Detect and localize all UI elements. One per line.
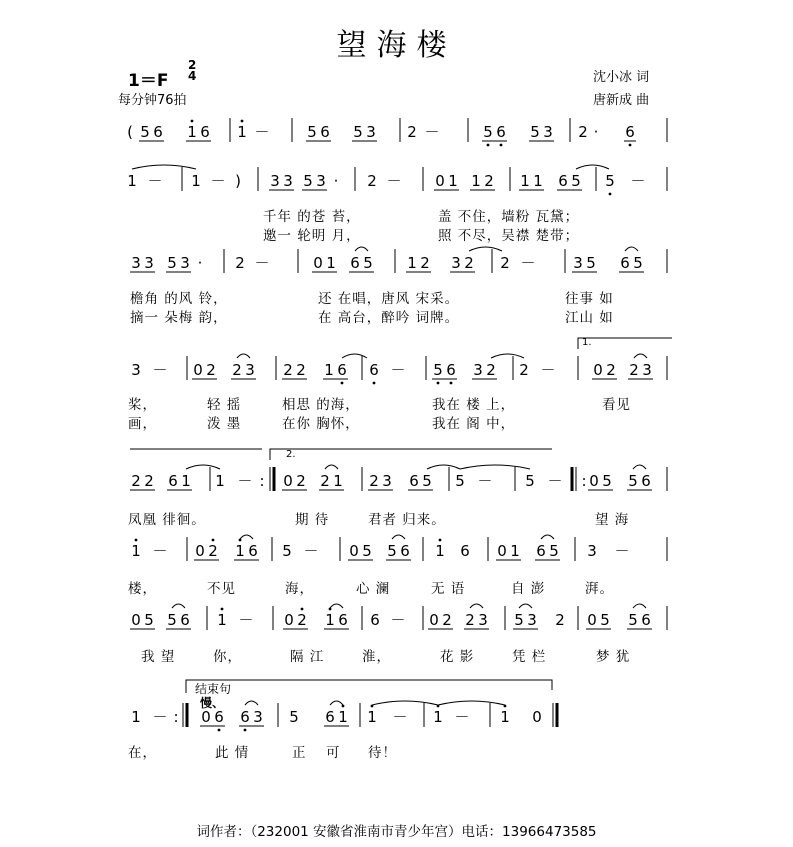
note-155: 0 bbox=[201, 708, 211, 726]
note-30: 2 bbox=[367, 172, 377, 190]
slur bbox=[186, 465, 220, 469]
note-157: 6 bbox=[240, 708, 250, 726]
octave-dot-below bbox=[487, 144, 490, 147]
note-135: 0 bbox=[284, 611, 294, 629]
note-166: 1 bbox=[500, 708, 510, 726]
slur bbox=[469, 247, 502, 251]
note-156: 6 bbox=[214, 708, 224, 726]
note-125: 6 bbox=[536, 542, 546, 560]
note-163: － bbox=[392, 708, 408, 726]
note-51: 6 bbox=[350, 254, 360, 272]
note-90: － bbox=[237, 472, 253, 490]
octave-dot bbox=[342, 705, 345, 708]
note-44: 5 bbox=[167, 254, 177, 272]
note-161: 1 bbox=[338, 708, 348, 726]
lyric-line-6d: 淮， bbox=[362, 649, 391, 665]
note-128: － bbox=[614, 542, 630, 560]
lyric-line-2d: 摘一 朵梅 韵， bbox=[130, 310, 228, 326]
lyricist-credit: 沈小冰 词 bbox=[593, 70, 650, 85]
note-66: 2 bbox=[206, 361, 216, 379]
note-120: 6 bbox=[400, 542, 410, 560]
note-122: 6 bbox=[460, 542, 470, 560]
note-49: 0 bbox=[313, 254, 323, 272]
note-17: 2 bbox=[578, 123, 588, 141]
note-89: 1 bbox=[215, 472, 225, 490]
note-152: 1 bbox=[131, 708, 141, 726]
time-signature-denominator: 4 bbox=[188, 69, 197, 83]
note-47: 2 bbox=[235, 254, 245, 272]
note-132: 6 bbox=[180, 611, 190, 629]
lyric-line-7a: 在， bbox=[128, 745, 157, 761]
note-65: 0 bbox=[193, 361, 203, 379]
note-78: 2 bbox=[486, 361, 496, 379]
ending-label: 结束句 bbox=[195, 682, 232, 696]
note-81: 0 bbox=[593, 361, 603, 379]
note-76: 6 bbox=[446, 361, 456, 379]
note-36: 1 bbox=[520, 172, 530, 190]
note-80: － bbox=[540, 361, 556, 379]
slur bbox=[132, 165, 196, 169]
note-92: 0 bbox=[283, 472, 293, 490]
note-162: 1 bbox=[367, 708, 377, 726]
note-61: 6 bbox=[620, 254, 630, 272]
octave-dot-below bbox=[244, 729, 247, 732]
lyric-line-4c: 君者 归来。 bbox=[368, 512, 446, 528]
note-54: 2 bbox=[420, 254, 430, 272]
note-112: 2 bbox=[208, 542, 218, 560]
slur bbox=[240, 535, 253, 539]
note-23: － bbox=[210, 172, 226, 190]
note-118: 5 bbox=[362, 542, 372, 560]
lyric-line-3a: 桨， bbox=[128, 397, 157, 413]
ending-bracket bbox=[186, 680, 552, 693]
note-29: · bbox=[333, 172, 339, 190]
note-41: － bbox=[630, 172, 646, 190]
lyric-line-3g: 泼 墨 bbox=[207, 416, 242, 432]
slur bbox=[519, 604, 532, 608]
note-85: 2 bbox=[131, 472, 141, 490]
note-4: 6 bbox=[200, 123, 210, 141]
note-141: 0 bbox=[429, 611, 439, 629]
note-106: 5 bbox=[602, 472, 612, 490]
note-5: 1 bbox=[237, 123, 247, 141]
note-133: 1 bbox=[217, 611, 227, 629]
note-87: 6 bbox=[168, 472, 178, 490]
note-11: 2 bbox=[407, 123, 417, 141]
note-130: 5 bbox=[144, 611, 154, 629]
note-101: － bbox=[477, 472, 493, 490]
lyric-line-3f: 画， bbox=[128, 416, 157, 432]
octave-dot-below bbox=[629, 144, 632, 147]
note-160: 6 bbox=[325, 708, 335, 726]
lyric-line-3c: 相思 的海， bbox=[282, 397, 360, 413]
note-60: 5 bbox=[586, 254, 596, 272]
lyric-line-5b: 不见 bbox=[207, 581, 236, 597]
note-24: ) bbox=[235, 172, 241, 190]
note-59: 3 bbox=[573, 254, 583, 272]
volta-2-bracket bbox=[270, 449, 552, 460]
note-2: 6 bbox=[153, 123, 163, 141]
octave-dot-below bbox=[500, 144, 503, 147]
octave-dot-below bbox=[450, 382, 453, 385]
lyric-line-4b: 期 待 bbox=[295, 512, 330, 528]
note-144: 3 bbox=[478, 611, 488, 629]
note-151: 6 bbox=[641, 611, 651, 629]
note-143: 2 bbox=[465, 611, 475, 629]
lyric-line-3b: 轻 摇 bbox=[207, 397, 242, 413]
note-75: 5 bbox=[433, 361, 443, 379]
note-28: 3 bbox=[316, 172, 326, 190]
note-88: 1 bbox=[181, 472, 191, 490]
note-77: 3 bbox=[473, 361, 483, 379]
lyric-line-1a: 千年 的苍 苔， bbox=[263, 209, 361, 225]
lyric-line-6b: 你， bbox=[213, 649, 242, 665]
octave-dot-below bbox=[341, 382, 344, 385]
lyric-line-7c: 正 bbox=[292, 745, 307, 761]
slur bbox=[427, 465, 460, 469]
note-18: · bbox=[593, 123, 599, 141]
lyric-line-5d: 心 澜 bbox=[356, 581, 391, 597]
lyric-line-5g: 湃。 bbox=[585, 581, 614, 597]
lyric-line-3i: 我在 阁 中， bbox=[432, 416, 516, 432]
note-37: 1 bbox=[533, 172, 543, 190]
note-25: 3 bbox=[270, 172, 280, 190]
slur bbox=[541, 535, 554, 539]
lyric-line-2f: 江山 如 bbox=[565, 310, 614, 326]
lyric-line-6a: 我 望 bbox=[141, 649, 176, 665]
lyric-line-7b: 此 情 bbox=[215, 745, 250, 761]
lyric-line-1c: 邀一 轮明 月， bbox=[263, 228, 361, 244]
note-137: 1 bbox=[325, 611, 335, 629]
octave-dot bbox=[221, 608, 224, 611]
note-70: 2 bbox=[296, 361, 306, 379]
note-86: 2 bbox=[144, 472, 154, 490]
note-110: － bbox=[152, 542, 168, 560]
note-83: 2 bbox=[629, 361, 639, 379]
note-109: 1 bbox=[131, 542, 141, 560]
note-48: － bbox=[254, 254, 270, 272]
note-63: 3 bbox=[131, 361, 141, 379]
slur bbox=[633, 465, 646, 469]
note-69: 2 bbox=[283, 361, 293, 379]
octave-dot bbox=[135, 539, 138, 542]
note-153: － bbox=[152, 708, 168, 726]
note-38: 6 bbox=[558, 172, 568, 190]
note-159: 5 bbox=[289, 708, 299, 726]
note-111: 0 bbox=[195, 542, 205, 560]
note-91: : bbox=[259, 472, 265, 490]
note-34: 1 bbox=[471, 172, 481, 190]
note-10: 3 bbox=[366, 123, 376, 141]
note-9: 5 bbox=[353, 123, 363, 141]
lyric-line-6e: 花 影 bbox=[440, 649, 475, 665]
note-115: 5 bbox=[282, 542, 292, 560]
note-142: 2 bbox=[442, 611, 452, 629]
octave-dot-below bbox=[609, 193, 612, 196]
lyric-line-2a: 檐角 的风 铃， bbox=[130, 291, 228, 307]
note-33: 1 bbox=[448, 172, 458, 190]
note-53: 1 bbox=[407, 254, 417, 272]
note-50: 1 bbox=[326, 254, 336, 272]
note-8: 6 bbox=[320, 123, 330, 141]
note-145: 5 bbox=[514, 611, 524, 629]
note-165: － bbox=[454, 708, 470, 726]
note-82: 2 bbox=[606, 361, 616, 379]
note-0: ( bbox=[127, 123, 133, 141]
note-131: 5 bbox=[167, 611, 177, 629]
octave-dot bbox=[329, 608, 332, 611]
slur bbox=[372, 701, 438, 705]
note-6: － bbox=[254, 123, 270, 141]
note-35: 2 bbox=[484, 172, 494, 190]
lyric-line-4a: 凤凰 徘徊。 bbox=[128, 512, 206, 528]
octave-dot bbox=[439, 539, 442, 542]
note-124: 1 bbox=[510, 542, 520, 560]
note-127: 3 bbox=[587, 542, 597, 560]
note-100: 5 bbox=[455, 472, 465, 490]
slur bbox=[634, 354, 647, 358]
note-64: － bbox=[152, 361, 168, 379]
slur bbox=[330, 604, 343, 608]
note-108: 6 bbox=[641, 472, 651, 490]
lyric-line-1d: 照 不尽，吴襟 楚带； bbox=[438, 228, 580, 244]
note-121: 1 bbox=[435, 542, 445, 560]
note-79: 2 bbox=[519, 361, 529, 379]
lyric-line-7d: 可 bbox=[326, 745, 341, 761]
lyric-line-3h: 在你 胸怀， bbox=[282, 416, 360, 432]
slur bbox=[330, 701, 343, 705]
note-148: 0 bbox=[587, 611, 597, 629]
note-167: 0 bbox=[532, 708, 542, 726]
note-117: 0 bbox=[349, 542, 359, 560]
slur bbox=[392, 535, 405, 539]
slur bbox=[491, 354, 524, 358]
note-138: 6 bbox=[338, 611, 348, 629]
note-62: 5 bbox=[633, 254, 643, 272]
composer-credit: 唐新成 曲 bbox=[593, 93, 650, 108]
note-42: 3 bbox=[131, 254, 141, 272]
slur bbox=[576, 165, 609, 169]
note-26: 3 bbox=[283, 172, 293, 190]
octave-dot-below bbox=[373, 382, 376, 385]
note-134: － bbox=[238, 611, 254, 629]
note-58: － bbox=[520, 254, 536, 272]
lyric-line-1b: 盖 不住，墙粉 瓦黛； bbox=[438, 209, 580, 225]
note-96: 2 bbox=[369, 472, 379, 490]
lyric-line-2c: 往事 如 bbox=[565, 291, 614, 307]
note-52: 5 bbox=[363, 254, 373, 272]
note-55: 3 bbox=[451, 254, 461, 272]
note-27: 5 bbox=[303, 172, 313, 190]
slur bbox=[237, 354, 250, 358]
slur bbox=[460, 465, 530, 469]
note-16: 3 bbox=[543, 123, 553, 141]
volta-1-label: 1. bbox=[582, 337, 592, 348]
note-105: 0 bbox=[589, 472, 599, 490]
note-147: 2 bbox=[555, 611, 565, 629]
note-31: － bbox=[386, 172, 402, 190]
lyric-line-6c: 隔 江 bbox=[290, 649, 325, 665]
note-19: 6 bbox=[625, 123, 635, 141]
tempo-marking: 每分钟76拍 bbox=[118, 93, 187, 108]
note-129: 0 bbox=[131, 611, 141, 629]
octave-dot bbox=[239, 539, 242, 542]
note-99: 5 bbox=[422, 472, 432, 490]
slow-label: 慢、 bbox=[200, 696, 225, 710]
note-43: 3 bbox=[144, 254, 154, 272]
note-67: 2 bbox=[232, 361, 242, 379]
note-164: 1 bbox=[433, 708, 443, 726]
note-32: 0 bbox=[435, 172, 445, 190]
slur bbox=[325, 465, 338, 469]
note-12: － bbox=[424, 123, 440, 141]
note-158: 3 bbox=[253, 708, 263, 726]
note-56: 2 bbox=[464, 254, 474, 272]
note-126: 5 bbox=[549, 542, 559, 560]
octave-dot bbox=[301, 608, 304, 611]
note-73: 6 bbox=[369, 361, 379, 379]
note-107: 5 bbox=[628, 472, 638, 490]
note-74: － bbox=[390, 361, 406, 379]
note-94: 2 bbox=[320, 472, 330, 490]
slur bbox=[470, 604, 483, 608]
time-signature-numerator: 2 bbox=[188, 58, 197, 72]
lyric-line-5a: 楼， bbox=[128, 581, 157, 597]
lyric-line-5c: 海， bbox=[285, 581, 314, 597]
slur bbox=[625, 247, 638, 251]
note-154: : bbox=[173, 708, 179, 726]
note-15: 5 bbox=[530, 123, 540, 141]
note-119: 5 bbox=[387, 542, 397, 560]
lyric-line-5f: 自 澎 bbox=[511, 581, 546, 597]
note-7: 5 bbox=[307, 123, 317, 141]
note-104: : bbox=[581, 472, 587, 490]
lyric-line-2b: 还 在唱，唐风 宋采。 bbox=[318, 291, 460, 307]
note-3: 1 bbox=[187, 123, 197, 141]
key-signature: 1＝F bbox=[128, 71, 169, 91]
octave-dot bbox=[504, 705, 507, 708]
slur bbox=[342, 354, 367, 358]
lyric-line-6g: 梦 犹 bbox=[596, 649, 631, 665]
lyric-line-2e: 在 高台，醉吟 词牌。 bbox=[318, 310, 460, 326]
note-98: 6 bbox=[409, 472, 419, 490]
note-14: 6 bbox=[496, 123, 506, 141]
slur bbox=[355, 247, 368, 251]
note-71: 1 bbox=[324, 361, 334, 379]
note-103: － bbox=[547, 472, 563, 490]
note-20: 1 bbox=[127, 172, 137, 190]
note-114: 6 bbox=[248, 542, 258, 560]
slur bbox=[245, 701, 258, 705]
lyric-line-7e: 待！ bbox=[368, 745, 397, 761]
note-136: 2 bbox=[297, 611, 307, 629]
slur bbox=[633, 604, 646, 608]
lyric-line-6f: 凭 栏 bbox=[512, 649, 547, 665]
note-93: 2 bbox=[296, 472, 306, 490]
note-45: 3 bbox=[180, 254, 190, 272]
note-40: 5 bbox=[605, 172, 615, 190]
lyric-line-4d: 望 海 bbox=[595, 512, 630, 528]
song-title: 望海楼 bbox=[336, 28, 457, 63]
note-46: · bbox=[197, 254, 203, 272]
note-97: 3 bbox=[382, 472, 392, 490]
note-22: 1 bbox=[191, 172, 201, 190]
octave-dot-below bbox=[437, 382, 440, 385]
note-139: 6 bbox=[370, 611, 380, 629]
note-72: 6 bbox=[337, 361, 347, 379]
slur bbox=[438, 701, 505, 705]
octave-dot bbox=[241, 120, 244, 123]
octave-dot bbox=[191, 120, 194, 123]
note-113: 1 bbox=[235, 542, 245, 560]
note-13: 5 bbox=[483, 123, 493, 141]
octave-dot-below bbox=[218, 729, 221, 732]
note-146: 3 bbox=[527, 611, 537, 629]
note-102: 5 bbox=[525, 472, 535, 490]
note-150: 5 bbox=[628, 611, 638, 629]
note-39: 5 bbox=[571, 172, 581, 190]
lyric-line-3d: 我在 楼 上， bbox=[432, 397, 516, 413]
note-116: － bbox=[303, 542, 319, 560]
note-21: － bbox=[147, 172, 163, 190]
note-84: 3 bbox=[642, 361, 652, 379]
lyric-line-5e: 无 语 bbox=[431, 581, 466, 597]
note-57: 2 bbox=[500, 254, 510, 272]
footer-contact: 词作者：（232001 安徽省淮南市青少年宫）电话：13966473585 bbox=[196, 824, 597, 840]
slur bbox=[172, 604, 185, 608]
volta-1-bracket bbox=[578, 338, 672, 349]
note-123: 0 bbox=[497, 542, 507, 560]
lyric-line-3e: 看见 bbox=[602, 397, 631, 413]
note-1: 5 bbox=[140, 123, 150, 141]
note-149: 5 bbox=[600, 611, 610, 629]
volta-2-label: 2. bbox=[286, 449, 296, 460]
note-140: － bbox=[390, 611, 406, 629]
note-95: 1 bbox=[333, 472, 343, 490]
octave-dot bbox=[212, 539, 215, 542]
note-68: 3 bbox=[245, 361, 255, 379]
